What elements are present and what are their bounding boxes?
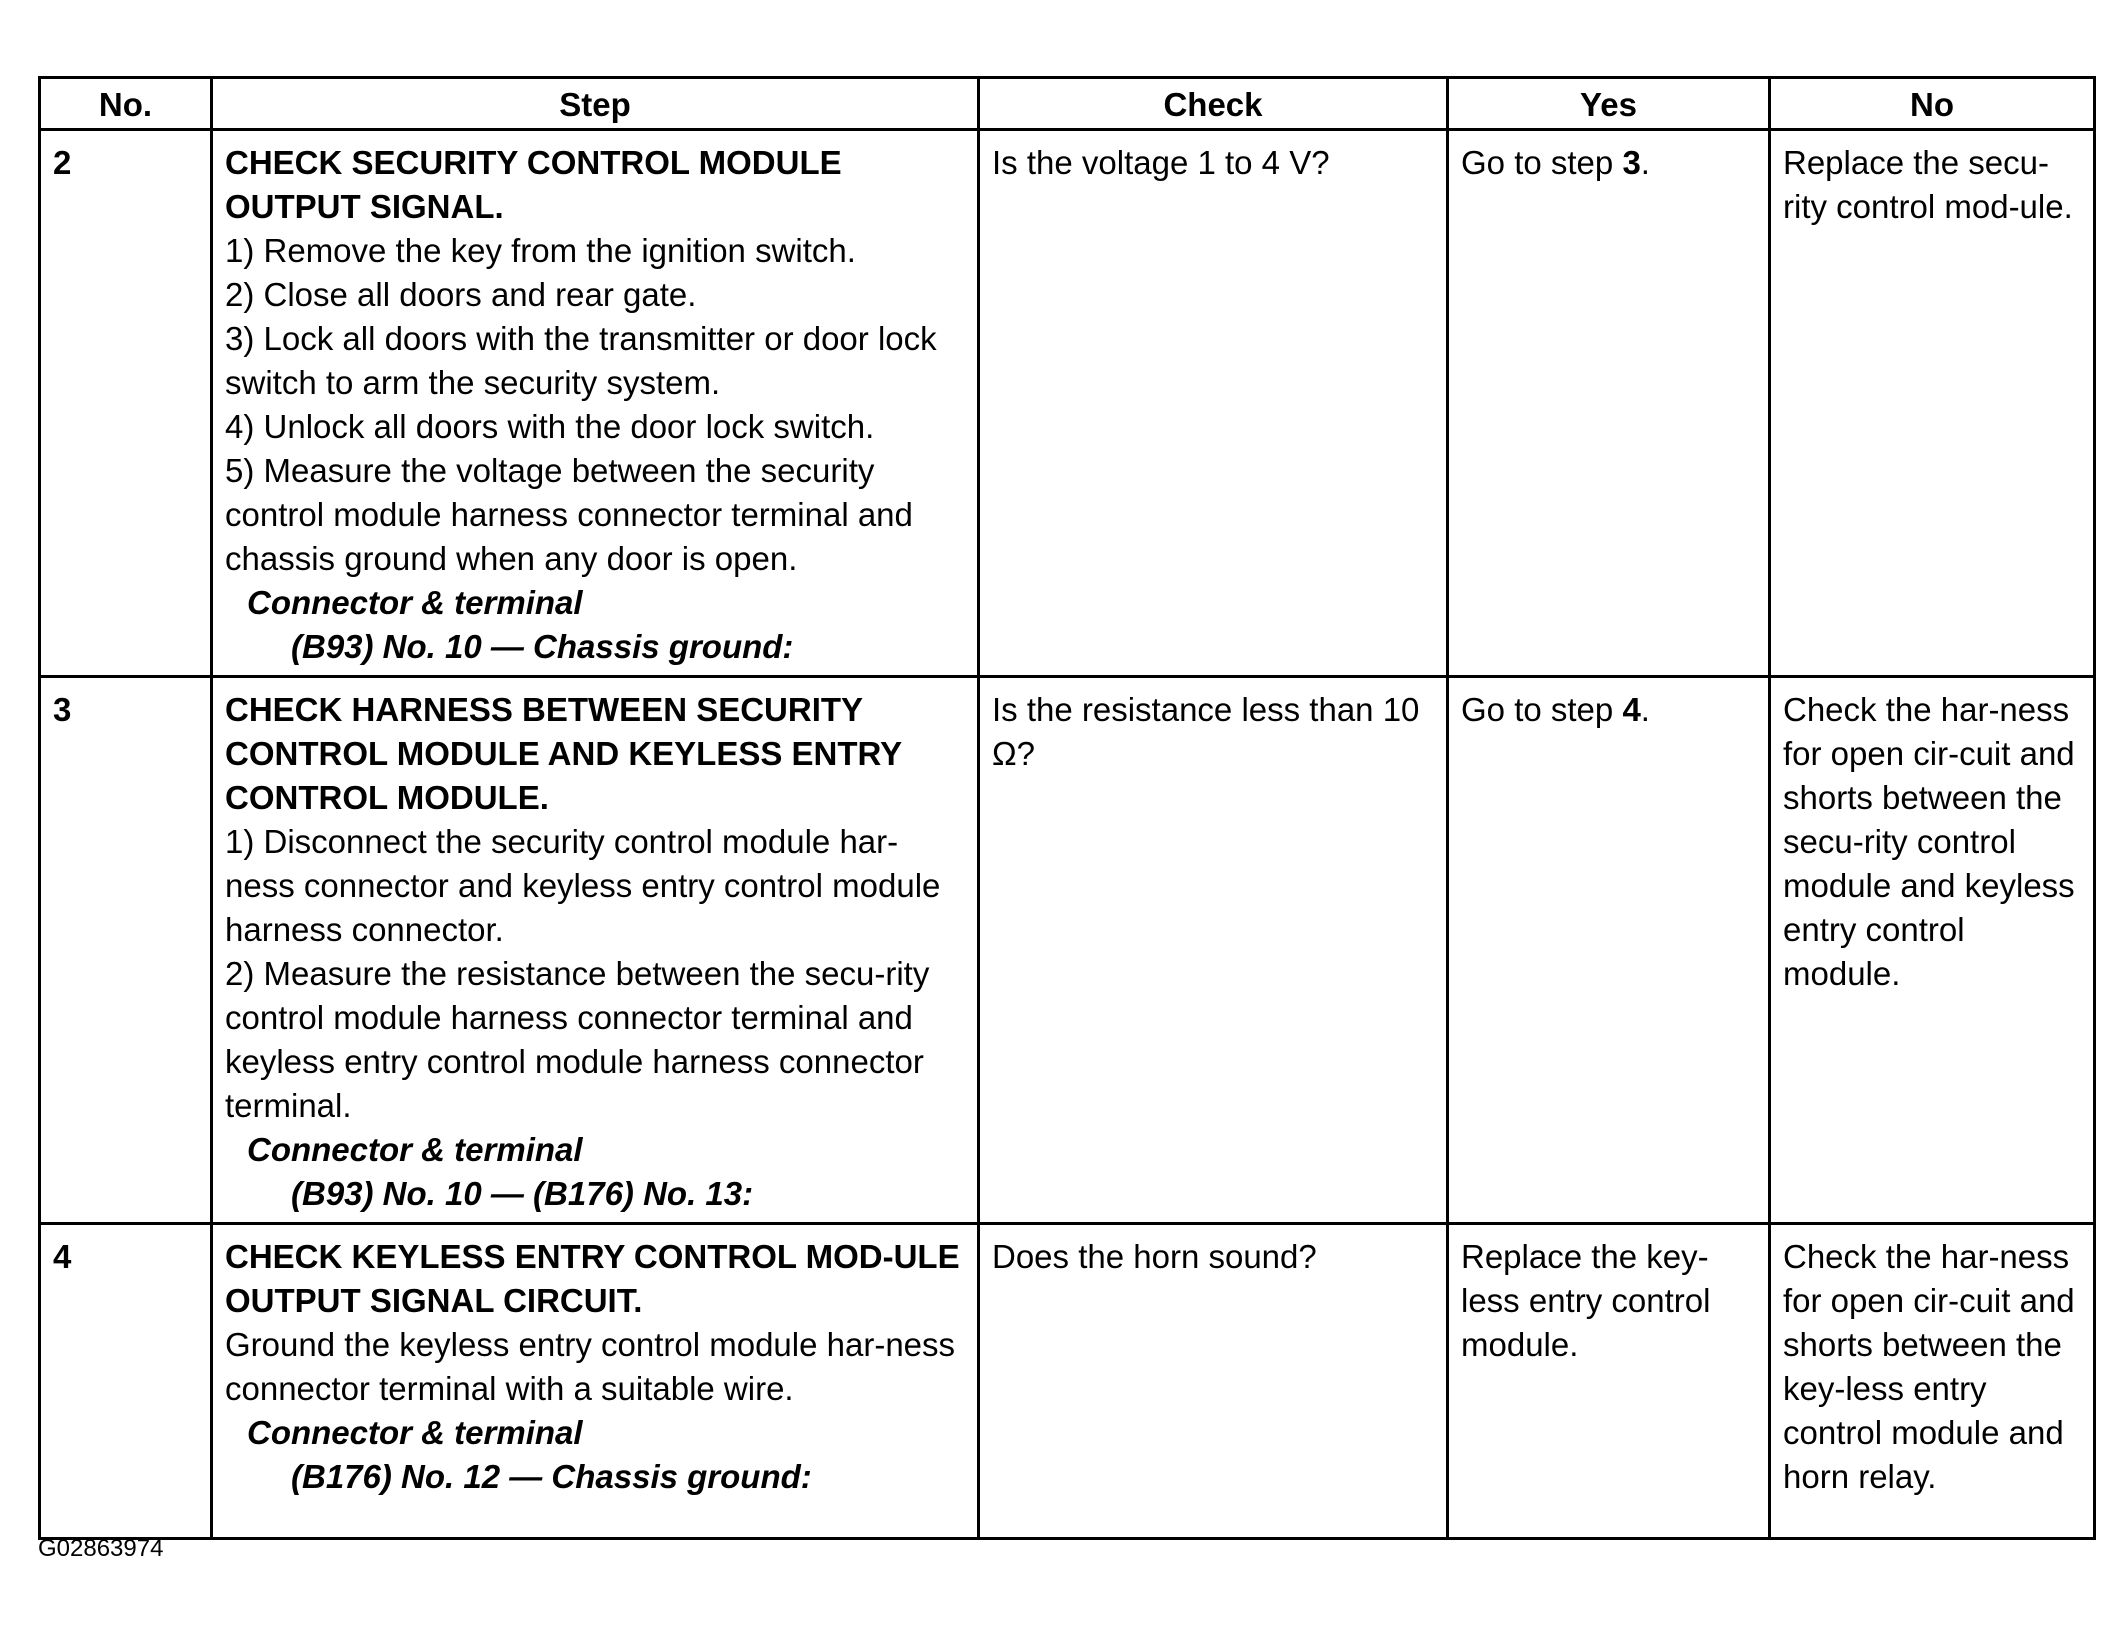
header-check: Check — [979, 78, 1448, 130]
check-cell: Is the voltage 1 to 4 V? — [979, 130, 1448, 677]
header-yes: Yes — [1448, 78, 1770, 130]
no-cell: Replace the secu-rity control mod-ule. — [1770, 130, 2095, 677]
step-instruction: 2) Close all doors and rear gate. — [225, 276, 697, 313]
step-number: 2 — [40, 130, 212, 677]
header-step: Step — [212, 78, 979, 130]
connector-value: (B93) No. 10 — Chassis ground: — [291, 628, 794, 665]
yes-prefix: Go to step — [1461, 691, 1623, 728]
step-instruction: 1) Remove the key from the ignition switch. — [225, 232, 856, 269]
yes-cell: Replace the key-less entry control module. — [1448, 1224, 1770, 1539]
check-cell: Does the horn sound? — [979, 1224, 1448, 1539]
step-number: 4 — [40, 1224, 212, 1539]
step-title: CHECK HARNESS BETWEEN SECURITY CONTROL MODULE AND KEYLESS ENTRY CONTROL MODULE. — [225, 691, 902, 816]
step-instruction: 1) Disconnect the security control module har-ness connector and keyless entry control module harness connector. — [225, 823, 941, 948]
step-instruction: Ground the keyless entry control module har-ness connector terminal with a suitable wire. — [225, 1326, 956, 1407]
step-instruction: 2) Measure the resistance between the secu-rity control module harness connector terminal and keyless entry control module harness connector terminal. — [225, 955, 930, 1124]
figure-id: G02863974 — [38, 1535, 164, 1562]
diagnostic-table — [38, 76, 2096, 1540]
yes-prefix: Go to step — [1461, 144, 1623, 181]
header-no: No. — [40, 78, 212, 130]
connector-label: Connector & terminal — [247, 584, 583, 621]
no-cell: Check the har-ness for open cir-cuit and shorts between the secu-rity control module and keyless entry control module. — [1770, 677, 2095, 1224]
step-title: CHECK KEYLESS ENTRY CONTROL MOD-ULE OUTPUT SIGNAL CIRCUIT. — [225, 1238, 960, 1319]
table-header-row — [40, 78, 2095, 130]
header-no-result: No — [1770, 78, 2095, 130]
step-cell — [212, 677, 979, 1224]
connector-label: Connector & terminal — [247, 1414, 583, 1451]
yes-step-number: 4 — [1622, 691, 1641, 728]
table-row — [40, 677, 2095, 1224]
no-cell: Check the har-ness for open cir-cuit and shorts between the key-less entry control module and horn relay. — [1770, 1224, 2095, 1539]
yes-cell — [1448, 130, 1770, 677]
yes-cell — [1448, 677, 1770, 1224]
yes-suffix: . — [1640, 691, 1650, 728]
step-title: CHECK SECURITY CONTROL MODULE OUTPUT SIGNAL. — [225, 144, 842, 225]
step-instruction: 3) Lock all doors with the transmitter or door lock switch to arm the security system. — [225, 320, 937, 401]
connector-label: Connector & terminal — [247, 1131, 583, 1168]
check-cell: Is the resistance less than 10 Ω? — [979, 677, 1448, 1224]
table-row — [40, 1224, 2095, 1539]
table-row — [40, 130, 2095, 677]
yes-suffix: . — [1640, 144, 1650, 181]
yes-step-number: 3 — [1622, 144, 1641, 181]
step-cell — [212, 130, 979, 677]
step-instruction: 5) Measure the voltage between the security control module harness connector terminal and chassis ground when any door is open. — [225, 452, 913, 577]
connector-value: (B93) No. 10 — (B176) No. 13: — [291, 1175, 754, 1212]
step-instruction: 4) Unlock all doors with the door lock switch. — [225, 408, 875, 445]
step-number: 3 — [40, 677, 212, 1224]
step-cell — [212, 1224, 979, 1539]
connector-value: (B176) No. 12 — Chassis ground: — [291, 1458, 812, 1495]
